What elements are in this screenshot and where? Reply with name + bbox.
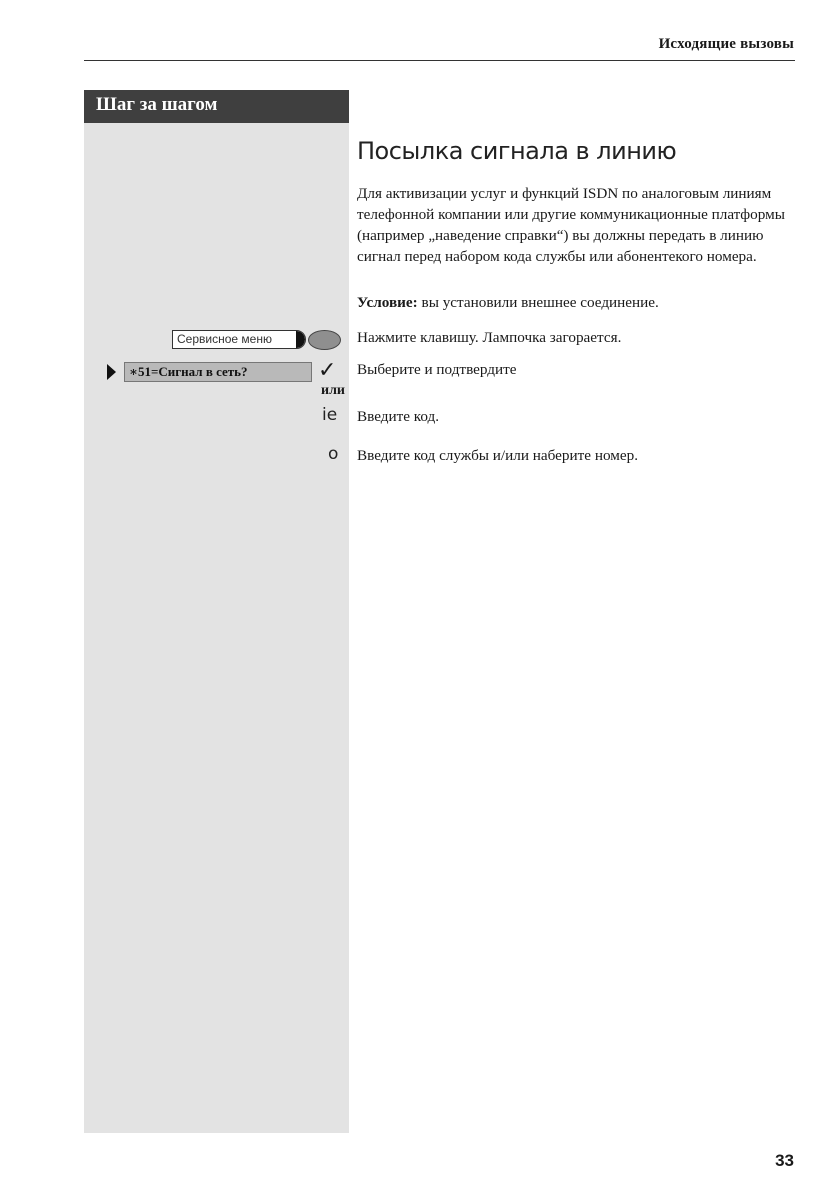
page-number: 33 xyxy=(775,1151,794,1170)
condition-label: Условие: xyxy=(357,294,418,311)
section-title: Посылка сигнала в линию xyxy=(357,137,677,165)
step-4-text: Введите код службы и/или наберите номер. xyxy=(357,447,638,464)
service-menu-key[interactable] xyxy=(172,330,306,349)
page-header-title: Исходящие вызовы xyxy=(658,36,794,52)
step-3-text: Введите код. xyxy=(357,408,440,425)
intro-paragraph: Для активизации услуг и функций ISDN по аналоговым линиям телефонной компании или другие коммуникационные платформы (например „наведение справки“) вы должны передать в линию сигнал перед набором кода службы или абонентекого номера. xyxy=(357,185,785,265)
step-1-text: Нажмите клавишу. Лампочка загорается. xyxy=(357,329,622,346)
header-divider xyxy=(84,60,795,61)
service-menu-key-label: Сервисное меню xyxy=(177,332,272,346)
step-by-step-sidebar xyxy=(84,90,349,1133)
sidebar-title: Шаг за шагом xyxy=(84,90,349,123)
keypad-code-icon: ie xyxy=(322,405,338,425)
selection-arrow-icon xyxy=(107,364,116,380)
display-option[interactable]: ∗51=Сигнал в сеть? xyxy=(124,362,312,382)
condition-line xyxy=(357,294,659,312)
lamp-key-icon[interactable] xyxy=(308,330,341,350)
condition-text: вы установили внешнее соединение. xyxy=(417,294,659,311)
step-2-text: Выберите и подтвердите xyxy=(357,361,517,378)
or-label: или xyxy=(321,383,345,398)
checkmark-icon[interactable]: ✓ xyxy=(318,358,337,383)
key-indicator-icon xyxy=(296,331,305,348)
dial-number-icon: o xyxy=(328,444,339,464)
